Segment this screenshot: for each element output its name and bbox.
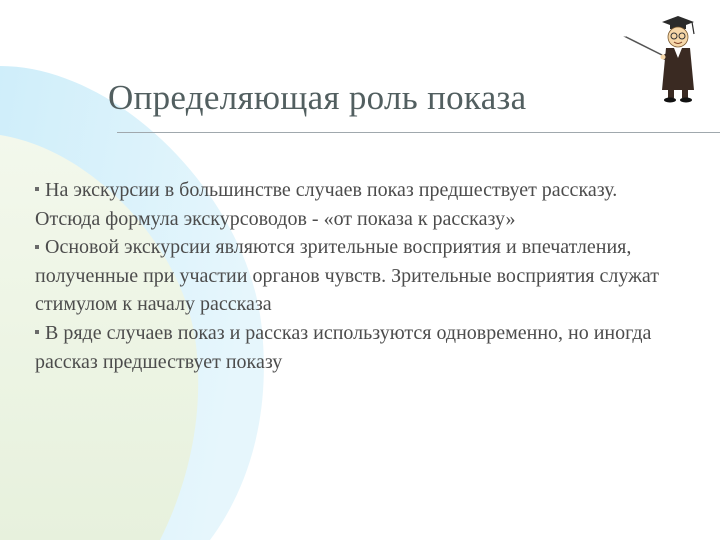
bullet-text: На экскурсии в большинстве случаев показ предшествует рассказу. Отсюда формула экскурсоводов - «от показа к рассказу» bbox=[35, 179, 618, 230]
teacher-with-pointer-icon bbox=[620, 12, 710, 104]
bullet-item bbox=[35, 233, 685, 319]
bullet-item bbox=[35, 319, 685, 376]
bullet-icon bbox=[35, 187, 39, 191]
slide-body bbox=[35, 176, 685, 376]
bullet-icon bbox=[35, 330, 39, 334]
bullet-text: Основой экскурсии являются зрительные восприятия и впечатления, полученные при участии органов чувств. Зрительные восприятия служат стимулом к началу рассказа bbox=[35, 236, 660, 316]
slide-title: Определяющая роль показа bbox=[108, 78, 527, 117]
bullet-text: В ряде случаев показ и рассказ используются одновременно, но иногда рассказ предшествует показу bbox=[35, 321, 652, 373]
title-divider bbox=[117, 132, 720, 133]
bullet-icon bbox=[35, 245, 39, 249]
bullet-item bbox=[35, 176, 685, 233]
